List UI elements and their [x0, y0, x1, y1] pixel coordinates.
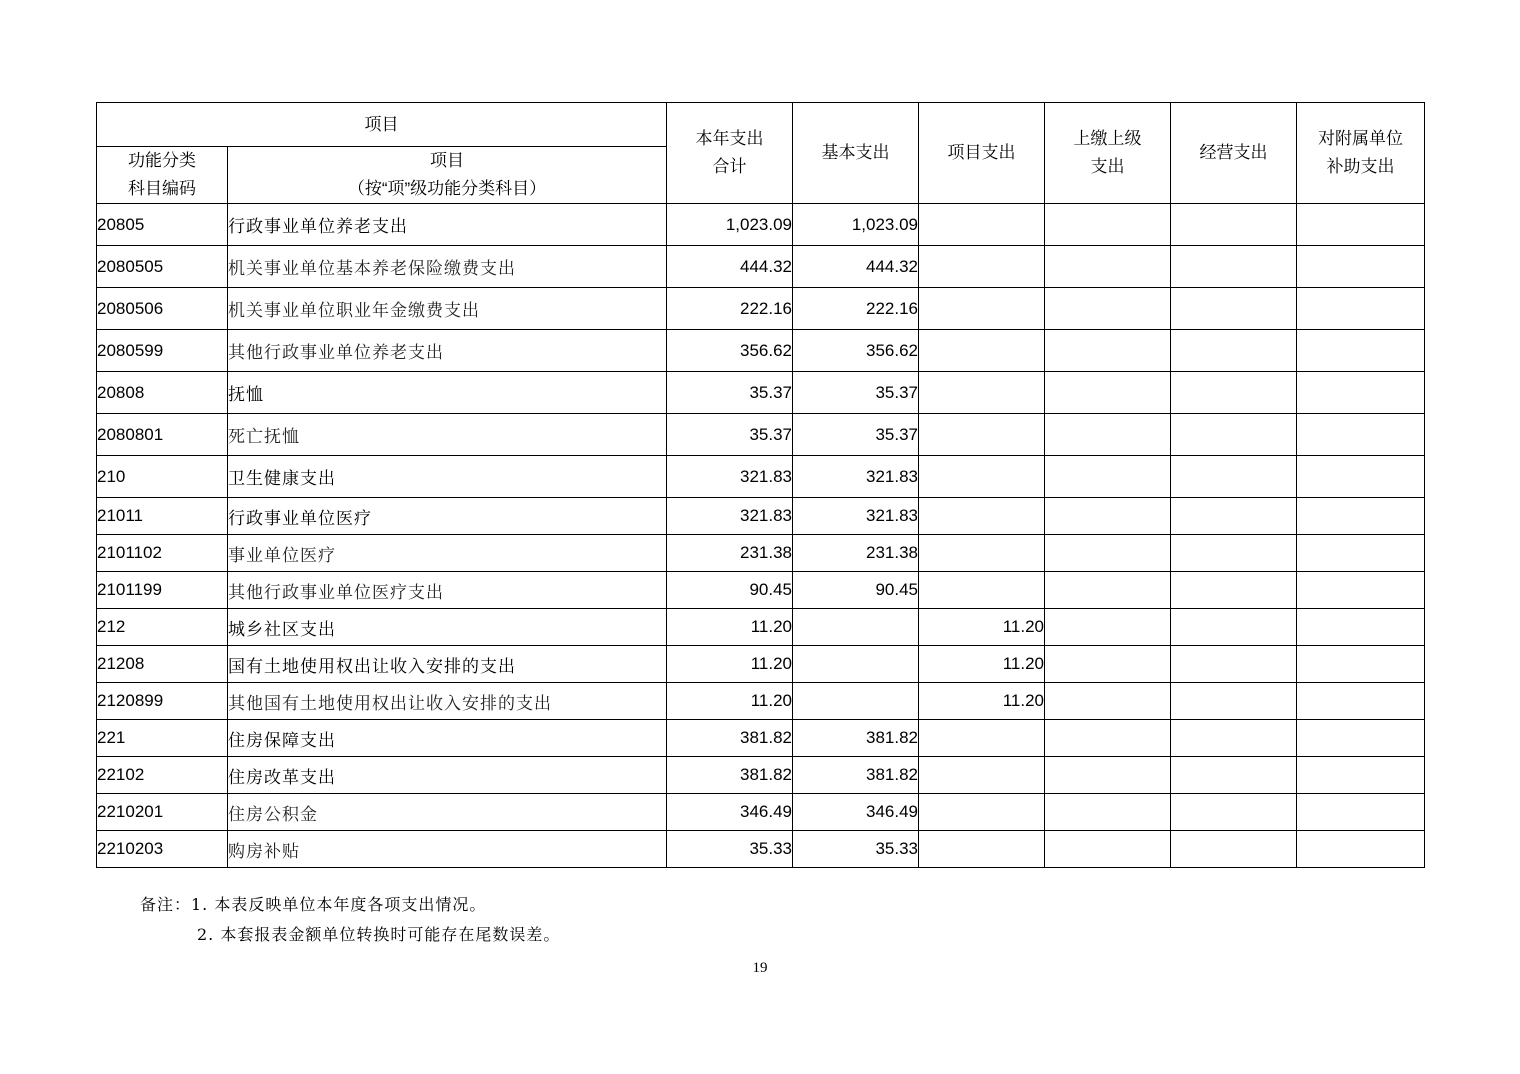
cell-code: 2080506: [97, 288, 228, 330]
cell-basic: 321.83: [793, 498, 919, 535]
cell-upper: [1045, 609, 1171, 646]
table-row: [97, 288, 1425, 330]
header-business: 经营支出: [1171, 103, 1297, 204]
cell-basic: [793, 646, 919, 683]
table-body: [97, 204, 1425, 868]
cell-total: 11.20: [667, 646, 793, 683]
cell-basic: [793, 609, 919, 646]
cell-project: 11.20: [919, 646, 1045, 683]
table-row: [97, 831, 1425, 868]
cell-total: 35.37: [667, 414, 793, 456]
cell-name: 城乡社区支出: [228, 609, 667, 646]
cell-business: [1171, 535, 1297, 572]
cell-subsidy: [1297, 535, 1425, 572]
cell-project: [919, 372, 1045, 414]
cell-total: 35.33: [667, 831, 793, 868]
cell-business: [1171, 683, 1297, 720]
header-item-group: 项目: [97, 103, 667, 147]
cell-upper: [1045, 831, 1171, 868]
cell-subsidy: [1297, 831, 1425, 868]
cell-code: 20808: [97, 372, 228, 414]
cell-code: 210: [97, 456, 228, 498]
cell-project: [919, 246, 1045, 288]
cell-name: 死亡抚恤: [228, 414, 667, 456]
table-row: [97, 572, 1425, 609]
table-row: [97, 683, 1425, 720]
cell-name: 其他行政事业单位养老支出: [228, 330, 667, 372]
cell-upper: [1045, 572, 1171, 609]
cell-project: [919, 204, 1045, 246]
table-row: [97, 535, 1425, 572]
cell-basic: 1,023.09: [793, 204, 919, 246]
cell-project: [919, 288, 1045, 330]
header-subsidy-label: 对附属单位 补助支出: [1318, 129, 1403, 176]
table-row: [97, 646, 1425, 683]
cell-project: [919, 498, 1045, 535]
cell-total: 1,023.09: [667, 204, 793, 246]
cell-subsidy: [1297, 204, 1425, 246]
cell-name: 行政事业单位养老支出: [228, 204, 667, 246]
cell-code: 2080505: [97, 246, 228, 288]
cell-business: [1171, 330, 1297, 372]
notes: [140, 890, 560, 950]
cell-upper: [1045, 372, 1171, 414]
cell-business: [1171, 794, 1297, 831]
cell-code: 2210203: [97, 831, 228, 868]
cell-basic: 346.49: [793, 794, 919, 831]
cell-business: [1171, 204, 1297, 246]
header-upper-label: 上缴上级 支出: [1073, 129, 1142, 176]
cell-project: [919, 757, 1045, 794]
cell-total: 90.45: [667, 572, 793, 609]
cell-total: 381.82: [667, 720, 793, 757]
cell-name: 事业单位医疗: [228, 535, 667, 572]
cell-name: 住房保障支出: [228, 720, 667, 757]
header-subsidy: [1297, 103, 1425, 204]
header-total-label: 本年支出 合计: [695, 129, 764, 176]
cell-upper: [1045, 456, 1171, 498]
cell-business: [1171, 288, 1297, 330]
cell-code: 21208: [97, 646, 228, 683]
header-project: 项目支出: [919, 103, 1045, 204]
header-item-label: 项目 （按“项”级功能分类科目）: [347, 151, 547, 198]
cell-basic: [793, 683, 919, 720]
cell-total: 321.83: [667, 456, 793, 498]
cell-name: 住房公积金: [228, 794, 667, 831]
header-item: [228, 147, 667, 204]
cell-upper: [1045, 757, 1171, 794]
cell-business: [1171, 372, 1297, 414]
cell-upper: [1045, 683, 1171, 720]
header-upper: [1045, 103, 1171, 204]
expenditure-table: [96, 102, 1425, 868]
cell-name: 其他国有土地使用权出让收入安排的支出: [228, 683, 667, 720]
cell-upper: [1045, 535, 1171, 572]
page-number: 19: [752, 960, 768, 976]
cell-code: 2101199: [97, 572, 228, 609]
cell-subsidy: [1297, 246, 1425, 288]
cell-name: 机关事业单位职业年金缴费支出: [228, 288, 667, 330]
cell-business: [1171, 414, 1297, 456]
cell-basic: 381.82: [793, 720, 919, 757]
table-row: [97, 794, 1425, 831]
cell-code: 22102: [97, 757, 228, 794]
cell-total: 11.20: [667, 683, 793, 720]
cell-project: [919, 535, 1045, 572]
cell-project: 11.20: [919, 683, 1045, 720]
note-line-2: 2. 本套报表金额单位转换时可能存在尾数误差。: [197, 925, 561, 944]
table-row: [97, 456, 1425, 498]
cell-code: 212: [97, 609, 228, 646]
cell-basic: 356.62: [793, 330, 919, 372]
note-line-1: 备注：1. 本表反映单位本年度各项支出情况。: [140, 895, 487, 914]
cell-upper: [1045, 330, 1171, 372]
cell-subsidy: [1297, 683, 1425, 720]
cell-upper: [1045, 498, 1171, 535]
cell-business: [1171, 646, 1297, 683]
cell-subsidy: [1297, 720, 1425, 757]
cell-total: 321.83: [667, 498, 793, 535]
cell-basic: 444.32: [793, 246, 919, 288]
cell-code: 2080801: [97, 414, 228, 456]
cell-basic: 90.45: [793, 572, 919, 609]
cell-subsidy: [1297, 372, 1425, 414]
cell-project: [919, 456, 1045, 498]
cell-subsidy: [1297, 414, 1425, 456]
cell-upper: [1045, 204, 1171, 246]
table-row: [97, 204, 1425, 246]
cell-subsidy: [1297, 757, 1425, 794]
cell-code: 2210201: [97, 794, 228, 831]
cell-subsidy: [1297, 572, 1425, 609]
cell-subsidy: [1297, 498, 1425, 535]
cell-total: 11.20: [667, 609, 793, 646]
cell-name: 国有土地使用权出让收入安排的支出: [228, 646, 667, 683]
cell-project: [919, 414, 1045, 456]
cell-project: [919, 831, 1045, 868]
cell-total: 356.62: [667, 330, 793, 372]
cell-name: 其他行政事业单位医疗支出: [228, 572, 667, 609]
cell-business: [1171, 572, 1297, 609]
cell-upper: [1045, 794, 1171, 831]
cell-total: 222.16: [667, 288, 793, 330]
cell-total: 346.49: [667, 794, 793, 831]
cell-project: 11.20: [919, 609, 1045, 646]
cell-code: 20805: [97, 204, 228, 246]
table-row: [97, 720, 1425, 757]
cell-subsidy: [1297, 609, 1425, 646]
cell-basic: 35.37: [793, 414, 919, 456]
table-row: [97, 498, 1425, 535]
cell-upper: [1045, 720, 1171, 757]
cell-upper: [1045, 288, 1171, 330]
table-row: [97, 372, 1425, 414]
table-header: [97, 103, 1425, 204]
table-row: [97, 609, 1425, 646]
cell-total: 381.82: [667, 757, 793, 794]
table-row: [97, 330, 1425, 372]
cell-subsidy: [1297, 330, 1425, 372]
cell-business: [1171, 498, 1297, 535]
cell-code: 2120899: [97, 683, 228, 720]
cell-basic: 222.16: [793, 288, 919, 330]
cell-name: 机关事业单位基本养老保险缴费支出: [228, 246, 667, 288]
cell-subsidy: [1297, 794, 1425, 831]
cell-subsidy: [1297, 456, 1425, 498]
cell-upper: [1045, 646, 1171, 683]
cell-business: [1171, 246, 1297, 288]
table-row: [97, 414, 1425, 456]
cell-code: 221: [97, 720, 228, 757]
cell-subsidy: [1297, 288, 1425, 330]
header-basic: 基本支出: [793, 103, 919, 204]
header-code-label: 功能分类 科目编码: [128, 151, 196, 198]
cell-upper: [1045, 414, 1171, 456]
cell-project: [919, 794, 1045, 831]
header-total: [667, 103, 793, 204]
cell-project: [919, 330, 1045, 372]
cell-subsidy: [1297, 646, 1425, 683]
cell-business: [1171, 757, 1297, 794]
cell-project: [919, 572, 1045, 609]
table-row: [97, 757, 1425, 794]
cell-basic: 231.38: [793, 535, 919, 572]
cell-basic: 381.82: [793, 757, 919, 794]
cell-business: [1171, 831, 1297, 868]
cell-total: 231.38: [667, 535, 793, 572]
cell-total: 35.37: [667, 372, 793, 414]
cell-project: [919, 720, 1045, 757]
cell-code: 2080599: [97, 330, 228, 372]
cell-code: 2101102: [97, 535, 228, 572]
cell-basic: 321.83: [793, 456, 919, 498]
cell-upper: [1045, 246, 1171, 288]
cell-code: 21011: [97, 498, 228, 535]
cell-total: 444.32: [667, 246, 793, 288]
cell-business: [1171, 456, 1297, 498]
cell-name: 抚恤: [228, 372, 667, 414]
cell-name: 卫生健康支出: [228, 456, 667, 498]
cell-basic: 35.37: [793, 372, 919, 414]
cell-basic: 35.33: [793, 831, 919, 868]
cell-name: 购房补贴: [228, 831, 667, 868]
cell-business: [1171, 609, 1297, 646]
cell-name: 住房改革支出: [228, 757, 667, 794]
header-code: [97, 147, 228, 204]
cell-business: [1171, 720, 1297, 757]
table-row: [97, 246, 1425, 288]
cell-name: 行政事业单位医疗: [228, 498, 667, 535]
